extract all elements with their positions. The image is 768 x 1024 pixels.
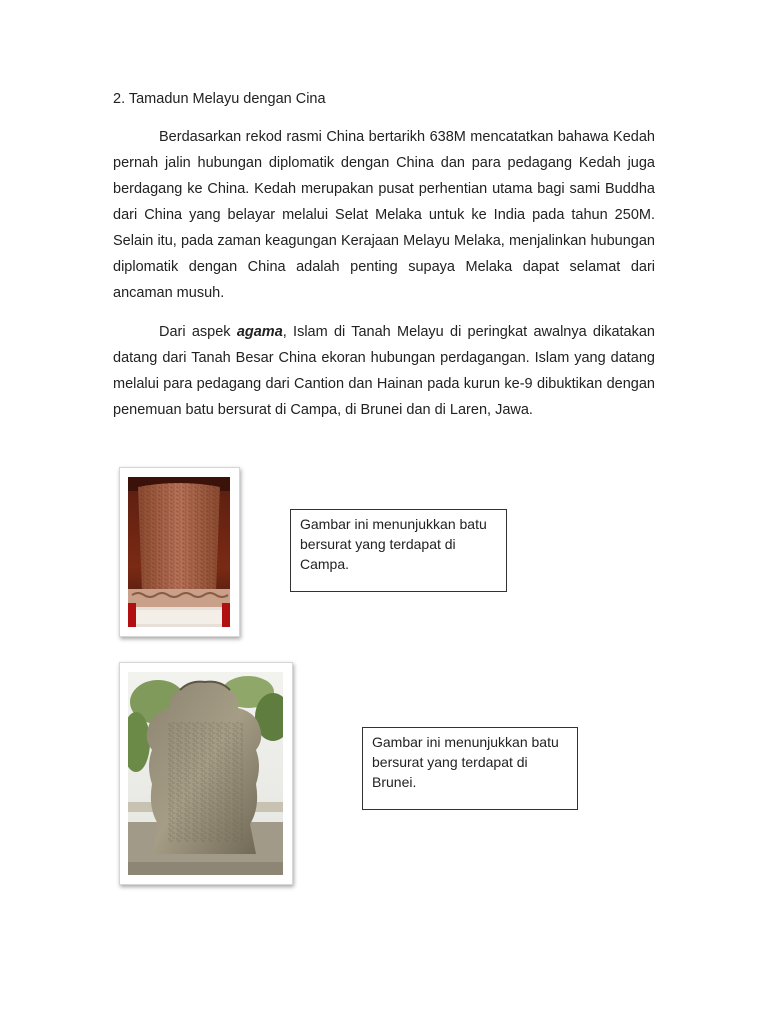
paragraph-aspek-agama: [113, 319, 655, 423]
figure-brunei-photo-frame: [119, 662, 293, 885]
paragraph-kedah-china: Berdasarkan rekod rasmi China bertarikh 638M mencatatkan bahawa Kedah pernah jalin hubungan diplomatik dengan China dan para pedagang Kedah juga berdagang ke China. Kedah merupakan pusat perhentian utama bagi sami Buddha dari China yang belayar melalui Selat Melaka untuk ke India pada tahun 250M. Selain itu, pada zaman keagungan Kerajaan Melayu Melaka, menjalinkan hubungan diplomatik dengan China adalah penting supaya Melaka dapat selamat dari ancaman musuh.: [113, 129, 655, 301]
section-heading: 2. Tamadun Melayu dengan Cina: [113, 91, 326, 107]
brunei-inscription-stone-photo: [128, 672, 283, 875]
paragraph-prefix: Dari aspek: [159, 324, 237, 340]
paragraph-body: , Islam di Tanah Melayu di peringkat awalnya dikatakan datang dari Tanah Besar China ekoran hubungan perdagangan. Islam yang datang melalui para pedagang dari Cantion dan Hainan pada kurun ke-9 dibuktikan dengan penemuan batu bersurat di Campa, di Brunei dan di Laren, Jawa.: [113, 324, 655, 418]
campa-inscription-stone-photo: [128, 477, 230, 627]
caption-campa: Gambar ini menunjukkan batu bersurat yang terdapat di Campa.: [290, 509, 507, 592]
emphasis-agama: agama: [236, 324, 283, 340]
figure-campa-photo-frame: [119, 467, 240, 637]
caption-brunei: Gambar ini menunjukkan batu bersurat yang terdapat di Brunei.: [362, 727, 578, 810]
